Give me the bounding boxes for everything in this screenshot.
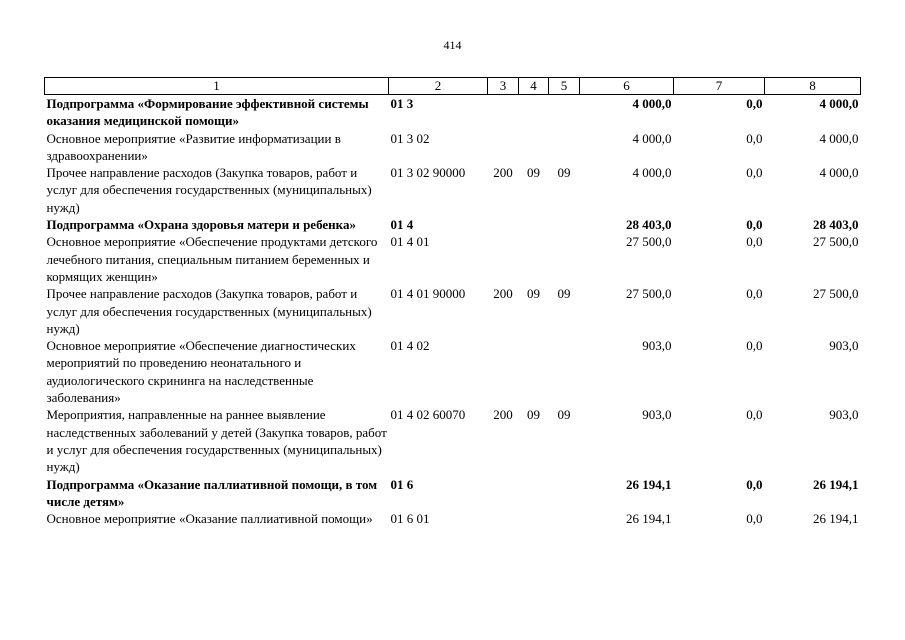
column-header: 5 xyxy=(549,78,580,95)
subprogram-row xyxy=(45,476,861,511)
row-name-cell: Подпрограмма «Охрана здоровья матери и ребенка» xyxy=(46,217,356,233)
row-code-cell: 01 3 xyxy=(390,96,414,111)
column-header: 1 xyxy=(45,78,389,95)
row-vr-cell xyxy=(488,476,519,511)
row-rz-cell xyxy=(519,337,549,406)
row-amount-col6: 26 194,1 xyxy=(626,511,672,527)
row-vr-cell: 200 xyxy=(493,286,513,302)
row-pr-cell: 09 xyxy=(557,286,571,302)
row-amount-col8: 27 500,0 xyxy=(813,234,859,250)
row-rz-cell: 09 xyxy=(527,165,540,181)
row-amount-col6: 27 500,0 xyxy=(626,234,672,250)
table-row xyxy=(45,164,861,216)
row-pr-cell xyxy=(549,510,580,527)
column-header: 2 xyxy=(389,78,488,95)
row-name-cell: Основное мероприятие «Оказание паллиативной помощи» xyxy=(46,511,373,527)
row-amount-col6: 903,0 xyxy=(642,338,672,354)
row-name-cell: Прочее направление расходов (Закупка товаров, работ и услуг для обеспечения государственных (муниципальных) нужд) xyxy=(46,286,372,336)
row-amount-col6: 4 000,0 xyxy=(632,165,672,181)
row-amount-col8: 26 194,1 xyxy=(813,511,859,527)
row-amount-col6: 26 194,1 xyxy=(626,476,672,492)
row-name-cell: Основное мероприятие «Развитие информатизации в здравоохранении» xyxy=(46,130,341,163)
row-amount-col8: 4 000,0 xyxy=(819,130,859,146)
row-vr-cell xyxy=(488,233,519,285)
column-header: 3 xyxy=(488,78,519,95)
budget-table xyxy=(44,77,861,527)
row-amount-col7: 0,0 xyxy=(746,511,763,527)
row-vr-cell xyxy=(488,510,519,527)
row-rz-cell: 09 xyxy=(527,407,540,423)
row-amount-col6: 4 000,0 xyxy=(632,96,672,111)
row-code-cell: 01 4 02 xyxy=(390,338,430,354)
table-row xyxy=(45,406,861,475)
row-pr-cell xyxy=(549,337,580,406)
row-vr-cell xyxy=(488,95,519,130)
row-vr-cell: 200 xyxy=(493,165,513,181)
row-rz-cell xyxy=(519,233,549,285)
row-amount-col8: 28 403,0 xyxy=(813,217,859,233)
row-rz-cell xyxy=(519,216,549,233)
page-number: 414 xyxy=(443,38,462,52)
row-amount-col8: 4 000,0 xyxy=(819,165,859,181)
row-vr-cell: 200 xyxy=(493,407,513,423)
row-code-cell: 01 6 01 xyxy=(390,511,430,527)
row-pr-cell xyxy=(549,216,580,233)
row-name-cell: Основное мероприятие «Обеспечение диагностических мероприятий по проведению неонатального и аудиологического скрининга на наследственные заболевания» xyxy=(46,338,356,406)
row-amount-col7: 0,0 xyxy=(746,130,763,146)
row-code-cell: 01 3 02 xyxy=(390,130,430,146)
row-code-cell: 01 4 01 90000 xyxy=(390,286,466,302)
subprogram-row xyxy=(45,216,861,233)
row-rz-cell: 09 xyxy=(527,286,540,302)
table-row xyxy=(45,233,861,285)
column-header: 6 xyxy=(580,78,674,95)
row-amount-col7: 0,0 xyxy=(746,407,763,423)
row-name-cell: Основное мероприятие «Обеспечение продуктами детского лечебного питания, специальным питанием беременных и кормящих женщин» xyxy=(46,234,378,284)
row-amount-col8: 27 500,0 xyxy=(813,286,859,302)
row-amount-col7: 0,0 xyxy=(746,165,763,181)
header-row xyxy=(45,78,861,95)
row-amount-col6: 903,0 xyxy=(642,407,672,423)
row-code-cell: 01 4 xyxy=(390,217,414,233)
table-row xyxy=(45,130,861,165)
row-amount-col7: 0,0 xyxy=(746,286,763,302)
row-pr-cell xyxy=(549,95,580,130)
column-header: 8 xyxy=(765,78,861,95)
row-pr-cell xyxy=(549,476,580,511)
row-amount-col7: 0,0 xyxy=(746,96,763,111)
row-rz-cell xyxy=(519,130,549,165)
table-row xyxy=(45,337,861,406)
row-amount-col8: 903,0 xyxy=(829,407,859,423)
subprogram-row xyxy=(45,95,861,130)
column-header: 4 xyxy=(519,78,549,95)
row-amount-col8: 26 194,1 xyxy=(813,476,859,492)
row-amount-col8: 4 000,0 xyxy=(819,96,859,111)
row-vr-cell xyxy=(488,130,519,165)
row-name-cell: Подпрограмма «Формирование эффективной системы оказания медицинской помощи» xyxy=(46,96,369,129)
row-code-cell: 01 4 01 xyxy=(390,234,430,250)
row-name-cell: Мероприятия, направленные на раннее выявление наследственных заболеваний у детей (Закупка товаров, работ и услуг для обеспечения государственных (муниципальных) нужд) xyxy=(46,407,387,475)
row-rz-cell xyxy=(519,95,549,130)
row-pr-cell xyxy=(549,233,580,285)
row-amount-col7: 0,0 xyxy=(746,338,763,354)
row-pr-cell xyxy=(549,130,580,165)
row-amount-col7: 0,0 xyxy=(746,217,763,233)
row-pr-cell: 09 xyxy=(557,165,571,181)
column-header: 7 xyxy=(674,78,765,95)
row-amount-col6: 4 000,0 xyxy=(632,130,672,146)
row-name-cell: Прочее направление расходов (Закупка товаров, работ и услуг для обеспечения государственных (муниципальных) нужд) xyxy=(46,165,372,215)
table-row xyxy=(45,510,861,527)
row-name-cell: Подпрограмма «Оказание паллиативной помощи, в том числе детям» xyxy=(46,476,378,509)
row-amount-col6: 28 403,0 xyxy=(626,217,672,233)
row-rz-cell xyxy=(519,476,549,511)
row-pr-cell: 09 xyxy=(557,407,571,423)
row-code-cell: 01 3 02 90000 xyxy=(390,165,466,181)
row-amount-col7: 0,0 xyxy=(746,234,763,250)
row-rz-cell xyxy=(519,510,549,527)
row-code-cell: 01 4 02 60070 xyxy=(390,407,466,423)
row-amount-col6: 27 500,0 xyxy=(626,286,672,302)
row-amount-col8: 903,0 xyxy=(829,338,859,354)
row-vr-cell xyxy=(488,337,519,406)
table-row xyxy=(45,285,861,337)
row-code-cell: 01 6 xyxy=(390,476,414,492)
row-vr-cell xyxy=(488,216,519,233)
row-amount-col7: 0,0 xyxy=(746,476,763,492)
